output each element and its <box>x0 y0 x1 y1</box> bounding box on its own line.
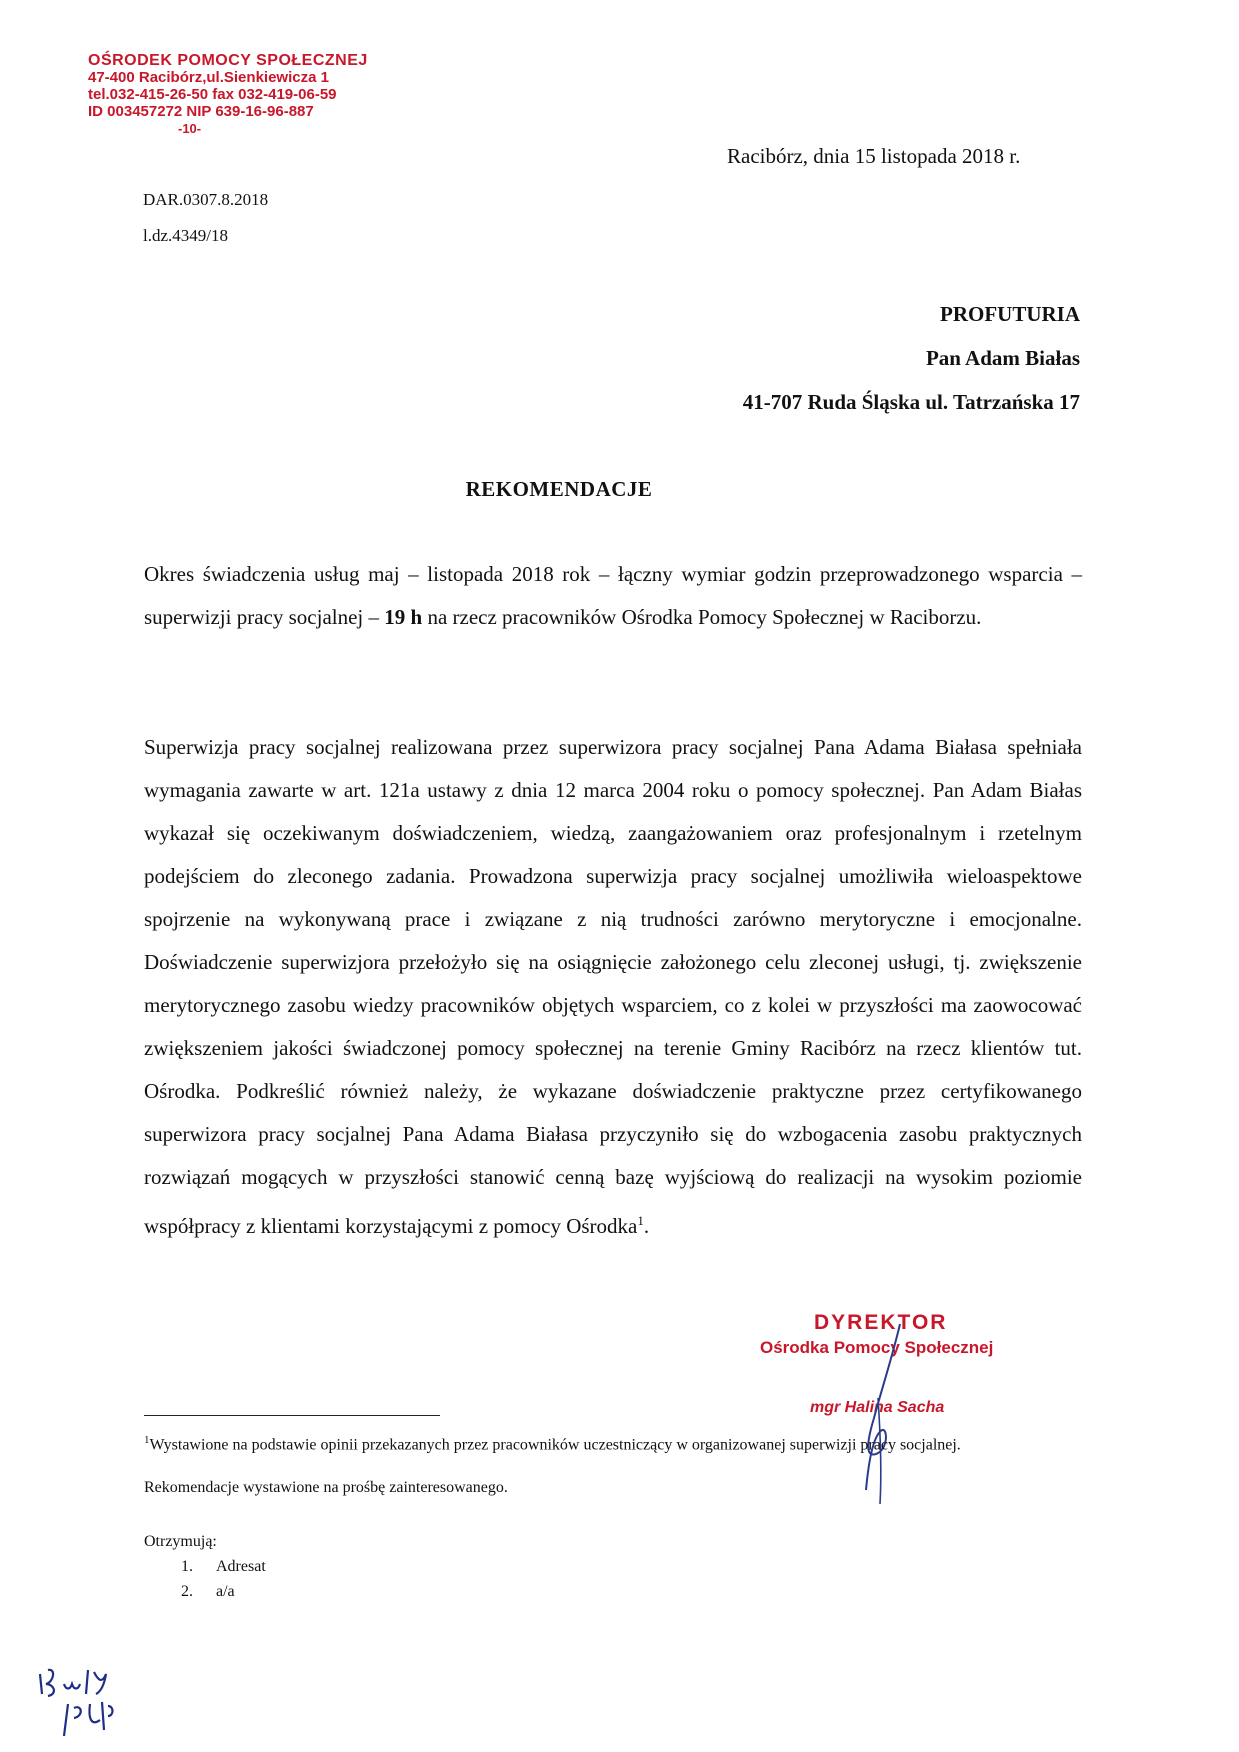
handwritten-note-icon <box>34 1660 134 1740</box>
document-title: REKOMENDACJE <box>465 477 653 501</box>
paragraph-1-text-a: Okres świadczenia usług maj – listopada 2018 rok – łączny wymiar godzin przeprowadzonego wsparcia – superwizji pracy socjalnej – <box>144 562 1082 629</box>
journal-number: l.dz.4349/18 <box>143 226 228 245</box>
recipient-item-1-num: 1. <box>181 1558 193 1575</box>
signature-org: Ośrodka Pomocy Społecznej <box>760 1338 994 1357</box>
paragraph-2 <box>144 726 1082 1248</box>
footnote-reference: 1 <box>637 1213 644 1228</box>
stamp-line-2: 47-400 Racibórz,ul.Sienkiewicza 1 <box>88 69 329 86</box>
recipient-company: PROFUTURIA <box>940 302 1080 326</box>
institution-stamp <box>88 52 368 137</box>
footnote-note: Rekomendacje wystawione na prośbę zainteresowanego. <box>144 1479 508 1496</box>
paragraph-2-text: Superwizja pracy socjalnej realizowana przez superwizora pracy socjalnej Pana Adama Białasa spełniała wymagania zawarte w art. 121a ustawy z dnia 12 marca 2004 roku o pomocy społecznej. Pan Adam Białas wykazał się oczekiwanym doświadczeniem, wiedzą, zaangażowaniem oraz profesjonalnym i rzetelnym podejściem do zleconego zadania. Prowadzona superwizja pracy socjalnej umożliwiła wieloaspektowe spojrzenie na wykonywaną prace i związane z nią trudności zarówno merytoryczne i emocjonalne. Doświadczenie superwizjora przełożyło się na osiągnięcie założonego celu zleconej usługi, tj. zwiększenie merytorycznego zasobu wiedzy pracowników objętych wsparciem, co z kolei w przyszłości ma zaowocować zwiększeniem jakości świadczonej pomocy społecznej na terenie Gminy Racibórz na rzecz klientów tut. Ośrodka. Podkreślić również należy, że wykazane doświadczenie praktyczne przez certyfikowanego superwizora pracy socjalnej Pana Adama Białasa przyczyniło się do wzbogacenia zasobu praktycznych rozwiązań mogących w przyszłości stanowić cenną bazę wyjściową do realizacji na wysokim poziomie współpracy z klientami korzystającymi z pomocy Ośrodka <box>144 735 1082 1238</box>
recipient-item-1-text: Adresat <box>216 1558 266 1575</box>
signature-name: mgr Halina Sacha <box>810 1399 945 1416</box>
hours-value: 19 h <box>384 605 423 629</box>
stamp-line-5: -10- <box>178 121 202 136</box>
recipient-item-2-num: 2. <box>181 1583 193 1600</box>
letter-date: Racibórz, dnia 15 listopada 2018 r. <box>727 144 1021 168</box>
signature-title: DYREKTOR <box>814 1311 948 1334</box>
stamp-line-4: ID 003457272 NIP 639-16-96-887 <box>88 103 314 120</box>
reference-number: DAR.0307.8.2018 <box>143 190 269 209</box>
paragraph-2-end: . <box>643 1214 650 1238</box>
paragraph-1 <box>144 553 1082 639</box>
footnote-mark: 1 <box>144 1434 150 1446</box>
recipient-name: Pan Adam Białas <box>925 346 1080 370</box>
recipient-address: 41-707 Ruda Śląska ul. Tatrzańska 17 <box>742 390 1080 414</box>
footnote-text <box>144 1429 1084 1456</box>
footnote-body: Wystawione na podstawie opinii przekazanych przez pracowników uczestniczący w organizowanej superwizji pracy socjalnej. <box>149 1436 961 1454</box>
stamp-line-1: OŚRODEK POMOCY SPOŁECZNEJ <box>88 52 368 69</box>
footnote-separator <box>144 1415 440 1416</box>
recipient-item-2-text: a/a <box>216 1583 235 1600</box>
paragraph-1-text-b: na rzecz pracowników Ośrodka Pomocy Społecznej w Raciborzu. <box>422 605 982 629</box>
recipients-label: Otrzymują: <box>144 1533 217 1550</box>
stamp-line-3: tel.032-415-26-50 fax 032-419-06-59 <box>88 86 337 103</box>
